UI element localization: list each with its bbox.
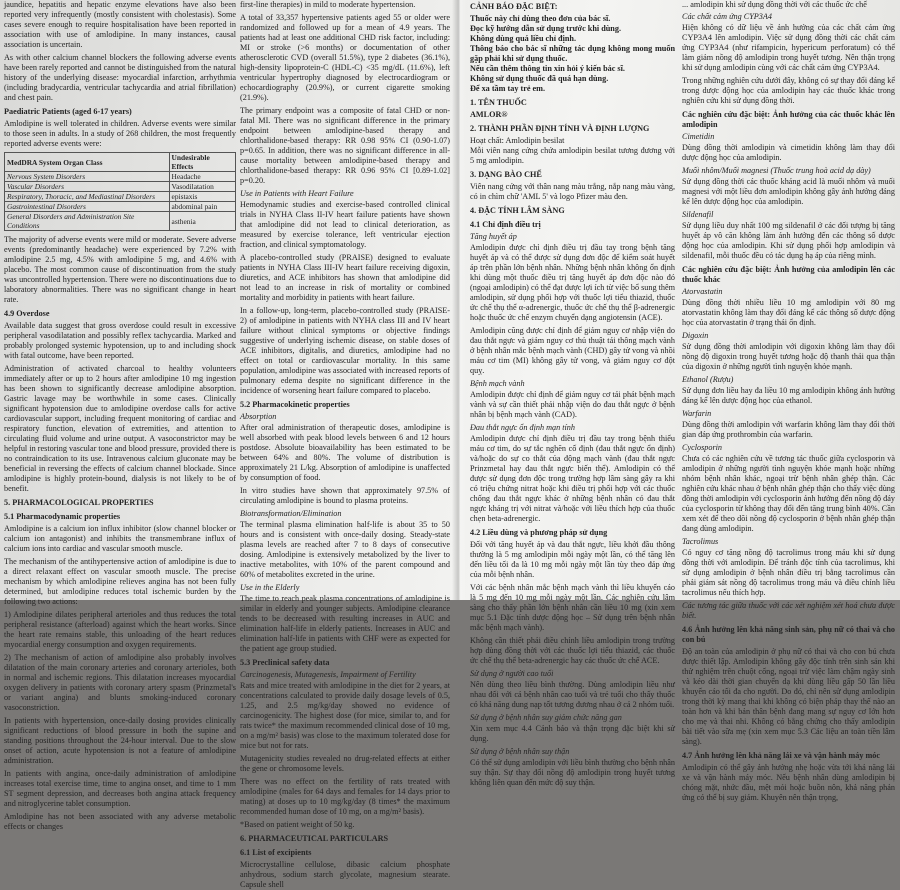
paragraph: In vitro studies have shown that approximately 97.5% of circulating amlodipine is bound to plasma proteins. xyxy=(240,486,450,505)
table-header-cell: Undesirable Effects xyxy=(169,153,235,172)
warning-line: Không dùng quá liều chỉ định. xyxy=(470,34,577,43)
table-cell: asthenia xyxy=(169,212,235,231)
paragraph: Amlodipin được chỉ định điều trị đầu tay trong bệnh thiếu máu cơ tim, do sự tắc nghẽn cố định (đau thắt ngực ổn định) và/hoặc do sự co thắt của động mạch vành (đau thắt ngực Prinzmetal hay đau thắt ngực biến thể). Amlodipin có thể được sử dụng đơn độc trong trường hợp lâm sàng gây ra khi có triệu chứng nitrat hoặc khi điều trị phối hợp với các thuốc chống đau thắt ngực khác ở những bệnh nhân có đau thắt ngực kháng trị với nitrat và/hoặc với liều thích hợp của thuốc chẹn beta-adrenergic. xyxy=(470,434,675,523)
warning-line: Thông báo cho bác sĩ những tác dụng không mong muốn gặp phải khi sử dụng thuốc. xyxy=(470,44,675,63)
subheading: Use in Patients with Heart Failure xyxy=(240,189,354,198)
paragraph: In a follow-up, long-term, placebo-controlled study (PRAISE-2) of amlodipine in patients with NYHA class III and IV heart failure without clinical symptoms or objective findings suggestive of underlying ischemic disease, on stable doses of ACE inhibitors, digitalis, and diuretics, amlodipine had no effect on total or cardiovascular mortality. In this same population, amlodipine was associated with increased reports of pulmonary edema despite no significant difference in the incidence of worsening heart failure compared to placebo. xyxy=(240,306,450,395)
subheading: Đau thắt ngực ổn định mạn tính xyxy=(470,423,575,432)
column-english-1 xyxy=(0,0,236,831)
product-name: AMLOR® xyxy=(470,110,508,119)
paragraph: Mỗi viên nang cứng chứa amlodipin besilat tương đương với 5 mg amlodipin. xyxy=(470,146,675,165)
paragraph: The terminal plasma elimination half-life is about 35 to 50 hours and is consistent with once-daily dosing. Steady-state plasma levels are reached after 7 to 8 days of consecutive dosing. Amlodipine is extensively metabolized by the liver to inactive metabolites, with 10% of the parent compound and 60% of metabolites excreted in the urine. xyxy=(240,520,450,579)
paragraph: Xin xem mục 4.4 Cảnh báo và thận trọng đặc biệt khi sử dụng. xyxy=(470,724,675,743)
subsection-heading: 4.1 Chỉ định điều trị xyxy=(470,220,541,229)
warning-line: Thuốc này chỉ dùng theo đơn của bác sĩ. xyxy=(470,14,611,23)
paragraph: The majority of adverse events were mild or moderate. Severe adverse events (predominantly headache) were experienced by 7.2% with amlodipine 2.5 mg, 4.5% with amlodipine 5 mg, and 4.6% with placebo. The most common cause of discontinuation from the study was uncontrolled hypertension. There were no discontinuations due to laboratory abnormalities. There was no significant change in heart rate. xyxy=(4,235,236,304)
subsection-heading: 5.3 Preclinical safety data xyxy=(240,658,330,667)
paragraph: The mechanism of the antihypertensive action of amlodipine is due to a direct relaxant effect on vascular smooth muscle. The precise mechanism by which amlodipine relieves angina has not been fully determined, but amlodipine reduces total ischemic burden by the following two actions: xyxy=(4,557,236,606)
paragraph: Amlodipine is a calcium ion influx inhibitor (slow channel blocker or calcium ion antagonist) and inhibits the transmembrane influx of calcium ions into cardiac and vascular smooth muscle. xyxy=(4,524,236,553)
table-row xyxy=(5,212,236,231)
paragraph: Có nguy cơ tăng nồng độ tacrolimus trong máu khi sử dụng đồng thời với amlodipin. Để tránh độc tính của tacrolimus, khi sử dụng amlodipin ở bệnh nhân điều trị bằng tacrolimus cần phải giám sát nồng độ tacrolimus trong máu và điều chỉnh liều tacrolimus nếu thích hợp. xyxy=(682,548,895,597)
section-heading: 3. DẠNG BÀO CHẾ xyxy=(470,170,542,179)
paragraph: Dùng đồng thời nhiều liều 10 mg amlodipin với 80 mg atorvastatin không làm thay đổi đáng kể các thông số dược động học của atorvastatin ở trạng thái ổn định. xyxy=(682,298,895,327)
paragraph: Sử dụng liều duy nhất 100 mg sildenafil ở các đối tượng bị tăng huyết áp vô căn không làm ảnh hưởng đến các thông số dược động học của amlodipin. Khi sử dụng phối hợp amlodipin và sildenafil, mỗi thuốc đều có tác dụng hạ áp của riêng mình. xyxy=(682,221,895,260)
paragraph: A total of 33,357 hypertensive patients aged 55 or older were randomized and followed up for a mean of 4.9 years. The patients had at least one additional CHD risk factor, including: MI or stroke (>6 months) or documentation of other atherosclerotic CVD (overall 51.5%), type 2 diabetes (36.1%), high-density lipoprotein-C (HDL-C) <35 mg/dL (11.6%), left ventricular hypertrophy diagnosed by electrocardiogram or echocardiography (20.9%), or current cigarette smoking (21.9%). xyxy=(240,13,450,102)
table-cell: Gastrointestinal Disorders xyxy=(5,202,170,212)
subsection-heading: Các nghiên cứu đặc biệt: Ảnh hưởng của amlodipin lên các thuốc khác xyxy=(682,265,895,284)
paragraph: Đối với tăng huyết áp và đau thắt ngực, liều khởi đầu thông thường là 5 mg amlodipin mỗi ngày một lần, có thể tăng lên đến liều tối đa là 10 mg mỗi ngày một lần tùy theo đáp ứng của mỗi bệnh nhân. xyxy=(470,540,675,579)
paragraph: Mutagenicity studies revealed no drug-related effects at either the gene or chromosome levels. xyxy=(240,754,450,773)
column-vietnamese-2 xyxy=(682,0,895,802)
subsection-heading: Các nghiên cứu đặc biệt: Ảnh hưởng của các thuốc khác lên amlodipin xyxy=(682,110,895,129)
subsection-heading: 4.6 Ảnh hưởng lên khả năng sinh sản, phụ nữ có thai và cho con bú xyxy=(682,625,895,644)
paragraph: In patients with hypertension, once-daily dosing provides clinically significant reductions of blood pressure in both the supine and standing positions throughout the 24-hour interval. Due to the slow onset of action, acute hypotension is not a feature of amlodipine administration. xyxy=(4,716,236,765)
table-cell: Headache xyxy=(169,172,235,182)
table-cell: Respiratory, Thoracic, and Mediastinal Disorders xyxy=(5,192,170,202)
paragraph: first-line therapies) in mild to moderate hypertension. xyxy=(240,0,416,9)
subheading: Use in the Elderly xyxy=(240,583,300,592)
section-heading: 5. PHARMACOLOGICAL PROPERTIES xyxy=(4,498,154,507)
subsection-heading: 4.7 Ảnh hưởng lên khả năng lái xe và vận hành máy móc xyxy=(682,751,881,760)
footnote: *Based on patient weight of 50 kg. xyxy=(240,820,355,829)
paragraph: Hemodynamic studies and exercise-based controlled clinical trials in NYHA Class II-IV heart failure patients have shown that amlodipine did not lead to clinical deterioration, as measured by exercise tolerance, left ventricular ejection fraction, and clinical symptomatology. xyxy=(240,200,450,249)
section-heading: 4.9 Overdose xyxy=(4,309,50,318)
warning-line: Nếu cần thêm thông tin xin hỏi ý kiến bác sĩ. xyxy=(470,64,625,73)
subheading: Biotransformation/Elimination xyxy=(240,509,342,518)
paragraph: Chưa có các nghiên cứu về tương tác thuốc giữa cyclosporin và amlodipin ở những người tình nguyện khỏe mạnh hoặc những nhóm bệnh nhân khác, ngoại trừ bệnh nhân ghép thận. Các nghiên cứu khác nhau ở bệnh nhân ghép thận cho thấy việc dùng đồng thời amlodipin với cyclosporin ảnh hưởng đến nồng độ đáy của cyclosporin từ không thay đổi đến tăng trung bình 40%. Cần xem xét để theo dõi nồng độ cyclosporin ở bệnh nhân ghép thận đang dùng amlodipin. xyxy=(682,454,895,533)
paragraph: Viên nang cứng với thân nang màu trắng, nắp nang màu vàng, có in chìm chữ 'AML 5' và logo Pfizer màu đen. xyxy=(470,182,675,201)
paragraph: Sử dụng đồng thời amlodipin với digoxin không làm thay đổi nồng độ digoxin trong huyết tương hoặc độ thanh thải qua thận của digoxin ở những người tình nguyện khỏe mạnh. xyxy=(682,342,895,371)
subheading: Sử dụng ở bệnh nhân suy thận xyxy=(470,747,570,756)
subsection-heading: 5.1 Pharmacodynamic properties xyxy=(4,512,121,521)
paragraph: Microcrystalline cellulose, dibasic calcium phosphate anhydrous, sodium starch glycolate, magnesium stearate. Capsule shell xyxy=(240,860,450,889)
table-row xyxy=(5,182,236,192)
warning-line: Không sử dụng thuốc đã quá hạn dùng. xyxy=(470,74,609,83)
paragraph: Amlodipin cũng được chỉ định để giảm nguy cơ nhập viện do đau thắt ngực và giảm nguy cơ thủ thuật tái thông mạch vành ở bệnh nhân mắc bệnh mạch vành (CHD) gây tử vong và nhồi máu cơ tim (MI) không gây tử vong, và giảm nguy cơ đột quỵ. xyxy=(470,326,675,375)
paragraph: Dùng đồng thời amlodipin với warfarin không làm thay đổi thời gian đáp ứng prothrombin của warfarin. xyxy=(682,420,895,439)
subheading: Các tương tác giữa thuốc với các xét nghiệm xét hoá chưa được biết. xyxy=(682,601,895,620)
subheading: Tacrolimus xyxy=(682,537,719,546)
paragraph: Dùng đồng thời amlodipin và cimetidin không làm thay đổi dược động học của amlodipin. xyxy=(682,143,895,162)
paragraph: Administration of activated charcoal to healthy volunteers immediately after or up to 2 hours after amlodipine 10 mg ingestion has been shown to significantly decrease amlodipine absorption. Gastric lavage may be worthwhile in some cases. Clinically significant hypotension due to amlodipine overdose calls for active cardiovascular support, including frequent monitoring of cardiac and respiratory function, elevation of extremities, and attention to circulating fluid volume and urine output. A vasoconstrictor may be helpful in restoring vascular tone and blood pressure, provided there is no contraindication to its use. Intravenous calcium gluconate may be beneficial in reversing the effects of calcium channel blockade. Since amlodipine is highly protein-bound, dialysis is not likely to be of benefit. xyxy=(4,364,236,493)
paragraph: Hoạt chất: Amlodipin besilat xyxy=(470,136,565,145)
paragraph: ... amlodipin khi sử dụng đồng thời với các thuốc ức chế xyxy=(682,0,867,9)
paragraph: After oral administration of therapeutic doses, amlodipine is well absorbed with peak blood levels between 6 and 12 hours postdose. Absolute bioavailability has been estimated to be between 64% and 80%. The volume of distribution is approximately 21 L/kg. Absorption of amlodipine is unaffected by consumption of food. xyxy=(240,423,450,482)
paragraph: Nên dùng theo liều bình thường. Dùng amlodipin liều như nhau đối với cả bệnh nhân cao tuổi và trẻ tuổi cho thấy thuốc có khả năng dung nạp tốt tương đương nhau ở cả 2 nhóm tuổi. xyxy=(470,680,675,709)
section-heading: 6. PHARMACEUTICAL PARTICULARS xyxy=(240,834,389,843)
section-heading: 4. ĐẶC TÍNH LÂM SÀNG xyxy=(470,206,565,215)
subheading: Sử dụng ở bệnh nhân suy giảm chức năng gan xyxy=(470,713,622,722)
paragraph: Hiện không có dữ liệu về ảnh hưởng của các chất cảm ứng CYP3A4 lên amlodipin. Việc sử dụng đồng thời các chất cảm ứng CYP3A4 (như rifampicin, hypericum perforatum) có thể làm giảm nồng độ amlodipin trong huyết tương. Nên thận trọng khi sử dụng amlodipin cùng với các chất cảm ứng CYP3A4. xyxy=(682,23,895,72)
paragraph: Trong những nghiên cứu dưới đây, không có sự thay đổi đáng kể trong dược động học của amlodipin hay các thuốc khác trong nghiên cứu khi sử dụng đồng thời. xyxy=(682,76,895,105)
paragraph: In patients with angina, once-daily administration of amlodipine increases total exercise time, time to angina onset, and time to 1 mm ST segment depression, and decreases both angina attack frequency and nitroglycerine tablet consumption. xyxy=(4,769,236,808)
section-heading: 2. THÀNH PHẦN ĐỊNH TÍNH VÀ ĐỊNH LƯỢNG xyxy=(470,124,650,133)
subsection-heading: 6.1 List of excipients xyxy=(240,848,312,857)
section-heading: 1. TÊN THUỐC xyxy=(470,98,527,107)
subheading: Sildenafil xyxy=(682,210,714,219)
column-english-2 xyxy=(240,0,450,889)
subheading: Các chất cảm ứng CYP3A4 xyxy=(682,12,772,21)
paragraph: Amlodipine has not been associated with any adverse metabolic effects or changes xyxy=(4,812,236,831)
table-cell: General Disorders and Administration Site Conditions xyxy=(5,212,170,231)
paragraph: Amlodipin có thể gây ảnh hưởng nhẹ hoặc vừa tới khả năng lái xe và vận hành máy móc. Nếu bệnh nhân dùng amlodipin bị chóng mặt, nhức đầu, mệt mỏi hoặc buồn nôn, khả năng phản ứng có thể bị suy giảm. Khuyên nên thận trọng, xyxy=(682,763,895,802)
table-cell: epistaxis xyxy=(169,192,235,202)
paragraph: Có thể sử dụng amlodipin với liều bình thường cho bệnh nhân suy thận. Sự thay đổi nồng độ amlodipin trong huyết tương không liên quan đến mức độ suy thận. xyxy=(470,758,675,787)
column-vietnamese-1 xyxy=(470,0,675,787)
subheading: Digoxin xyxy=(682,331,709,340)
subheading: Sử dụng ở người cao tuổi xyxy=(470,669,554,678)
paragraph: jaundice, hepatitis and hepatic enzyme elevations have also been reported very infrequently (mostly consistent with cholestasis). Some cases severe enough to require hospitalisation have been reported in association with use of amlodipine. In many instances, causal association is uncertain. xyxy=(4,0,236,49)
paragraph: 2) The mechanism of action of amlodipine also probably involves dilatation of the main coronary arteries and coronary arterioles, both in normal and ischemic regions. This dilatation increases myocardial oxygen delivery in patients with coronary artery spasm (Prinzmetal's or variant angina) and blunts smoking-induced coronary vasoconstriction. xyxy=(4,653,236,712)
subheading: Muối nhôm/Muối magnesi (Thuốc trung hoà acid dạ dày) xyxy=(682,166,871,175)
subheading: Carcinogenesis, Mutagenesis, Impairment of Fertility xyxy=(240,670,416,679)
paragraph: The time to reach peak plasma concentrations of amlodipine is similar in elderly and younger subjects. Amlodipine clearance tends to be decreased with resulting increases in AUC and elimination half-life in elderly patients. Increases in AUC and elimination half-life in patients with CHF were as expected for the patient age group studied. xyxy=(240,594,450,653)
table-cell: Nervous System Disorders xyxy=(5,172,170,182)
subheading: Tăng huyết áp xyxy=(470,232,517,241)
paragraph: The primary endpoint was a composite of fatal CHD or non-fatal MI. There was no significant difference in the primary endpoint between amlodipine-based therapy and chlorthalidone-based therapy: RR 0.98 95% CI (0.90-1.07) p=0.65. In addition, there was no significant difference in all-cause mortality between amlodipine-based therapy and chlorthalidone-based therapy: RR 0.96 95% CI [0.89-1.02] p=0.20. xyxy=(240,106,450,185)
paragraph: As with other calcium channel blockers the following adverse events have been rarely reported and cannot be distinguished from the natural history of the underlying disease: myocardial infarction, arrhythmia (including bradycardia, ventricular tachycardia and atrial fibrillation) and chest pain. xyxy=(4,53,236,102)
table-cell: Vasodilatation xyxy=(169,182,235,192)
table-header-row xyxy=(5,153,236,172)
subheading: Cyclosporin xyxy=(682,443,723,452)
subsection-heading: 5.2 Pharmacokinetic properties xyxy=(240,400,350,409)
subheading: Atorvastatin xyxy=(682,287,723,296)
paragraph: Amlodipin được chỉ định để giảm nguy cơ tái phát bệnh mạch vành và sự cần thiết phải nhập viện do đau thắt ngực ở bệnh nhân bị bệnh mạch vành (CAD). xyxy=(470,390,675,419)
paragraph: There was no effect on the fertility of rats treated with amlodipine (males for 64 days and females for 14 days prior to mating) at doses up to 10 mg/kg/day (8 times* the maximum recommended human dose of 10 mg, on a mg/m² basis). xyxy=(240,777,450,816)
paragraph: Amlodipine is well tolerated in children. Adverse events were similar to those seen in adults. In a study of 268 children, the most frequently reported adverse events were: xyxy=(4,119,236,148)
paragraph: A placebo-controlled study (PRAISE) designed to evaluate patients in NYHA Class III-IV heart failure receiving digoxin, diuretics, and ACE inhibitors has shown that amlodipine did not lead to an increase in risk of mortality or combined mortality and morbidity in patients with heart failure. xyxy=(240,253,450,302)
table-row xyxy=(5,192,236,202)
table-row xyxy=(5,202,236,212)
page-fold-shadow xyxy=(452,0,466,600)
adverse-events-table xyxy=(4,152,236,231)
subheading: Warfarin xyxy=(682,409,712,418)
table-header-cell: MedDRA System Organ Class xyxy=(5,153,170,172)
warning-line: Để xa tầm tay trẻ em. xyxy=(470,84,546,93)
subsection-heading: 4.2 Liều dùng và phương pháp sử dụng xyxy=(470,528,608,537)
paragraph: Độ an toàn của amlodipin ở phụ nữ có thai và cho con bú chưa được thiết lập. Amlodipin không gây độc tính trên sinh sản khi thử nghiệm trên chuột cống, ngoại trừ việc làm chậm ngày sinh và kéo dài thời gian chuyển dạ khi dùng liều gấp 50 lần liều khuyến cáo tối đa cho người. Do đó, chỉ nên sử dụng amlodipin trong thời kỳ mang thai khi không có biện pháp thay thế nào an toàn hơn và khi bản thân bệnh đang mang sự nguy cơ lớn hơn cho mẹ và thai nhi. Không có bằng chứng cho thấy amlodipin bài tiết vào sữa mẹ (xin xem mục 5.3 Các liệu an toàn tiền lâm sàng). xyxy=(682,647,895,746)
paragraph: Amlodipin được chỉ định điều trị đầu tay trong bệnh tăng huyết áp và có thể được sử dụng đơn độc để kiểm soát huyết áp trên phần lớn bệnh nhân. Những bệnh nhân không ổn định khi dùng một thuốc điều trị tăng huyết áp đơn độc nào đó (ngoại amlodipin) có thể đạt được lợi ích từ việc bổ sung thêm amlodipin, sử dụng phối hợp với thuốc lợi tiểu thiazid, thuốc ức chế thụ thể α-adrenergic, thuốc ức chế thụ thể β-adrenergic hoặc thuốc ức chế enzym chuyển dạng angiotensin (ACE). xyxy=(470,243,675,322)
subheading: Absorption xyxy=(240,412,277,421)
subheading: Ethanol (Rượu) xyxy=(682,375,734,384)
warning-line: Đọc kỹ hướng dẫn sử dụng trước khi dùng. xyxy=(470,24,621,33)
paragraph: Rats and mice treated with amlodipine in the diet for 2 years, at concentrations calculated to provide daily dosage levels of 0.5, 1.25, and 2.5 mg/kg/day showed no evidence of carcinogenicity. The highest dose (for mice, similar to, and for rats twice* the maximum recommended clinical dose of 10 mg, on a mg/m² basis) was close to the maximum tolerated dose for mice but not for rats. xyxy=(240,681,450,750)
paragraph: Sử dụng đơn liều hay đa liều 10 mg amlodipin không ảnh hưởng đáng kể lên dược động học của ethanol. xyxy=(682,386,895,405)
subheading: Bệnh mạch vành xyxy=(470,379,525,388)
paragraph: 1) Amlodipine dilates peripheral arterioles and thus reduces the total peripheral resistance (afterload) against which the heart works. Since the heart rate remains stable, this unloading of the heart reduces myocardial energy consumption and oxygen requirements. xyxy=(4,610,236,649)
table-row xyxy=(5,172,236,182)
table-cell: abdominal pain xyxy=(169,202,235,212)
paragraph: Sử dụng đồng thời các thuốc kháng acid là muối nhôm và muối magnesi với một liều đơn amlodipin không gây ảnh hưởng đáng kể lên dược động học của amlodipin. xyxy=(682,177,895,206)
section-heading: Paediatric Patients (aged 6-17 years) xyxy=(4,107,132,116)
table-cell: Vascular Disorders xyxy=(5,182,170,192)
subheading: Cimetidin xyxy=(682,132,715,141)
paragraph: Không cần thiết phải điều chỉnh liều amlodipin trong trường hợp dùng đồng thời với các thuốc lợi tiểu thiazid, các thuốc ức chế thụ thể beta-adrenergic hay các thuốc ức chế ACE. xyxy=(470,636,675,665)
paragraph: Với các bệnh nhân mắc bệnh mạch vành thì liều khuyến cáo là 5 mg đến 10 mg mỗi ngày một lần. Các nghiên cứu lâm sàng cho thấy phần lớn bệnh nhân cần liều 10 mg (xin xem mục 5.1 Đặc tính dược động học – Sử dụng trên bệnh nhân mắc bệnh mạch vành). xyxy=(470,583,675,632)
paragraph: Available data suggest that gross overdose could result in excessive peripheral vasodilatation and possibly reflex tachycardia. Marked and probably prolonged systemic hypotension, up to and including shock with fatal outcome, have been reported. xyxy=(4,321,236,360)
warning-banner: CẢNH BÁO ĐẶC BIỆT: xyxy=(470,2,558,11)
